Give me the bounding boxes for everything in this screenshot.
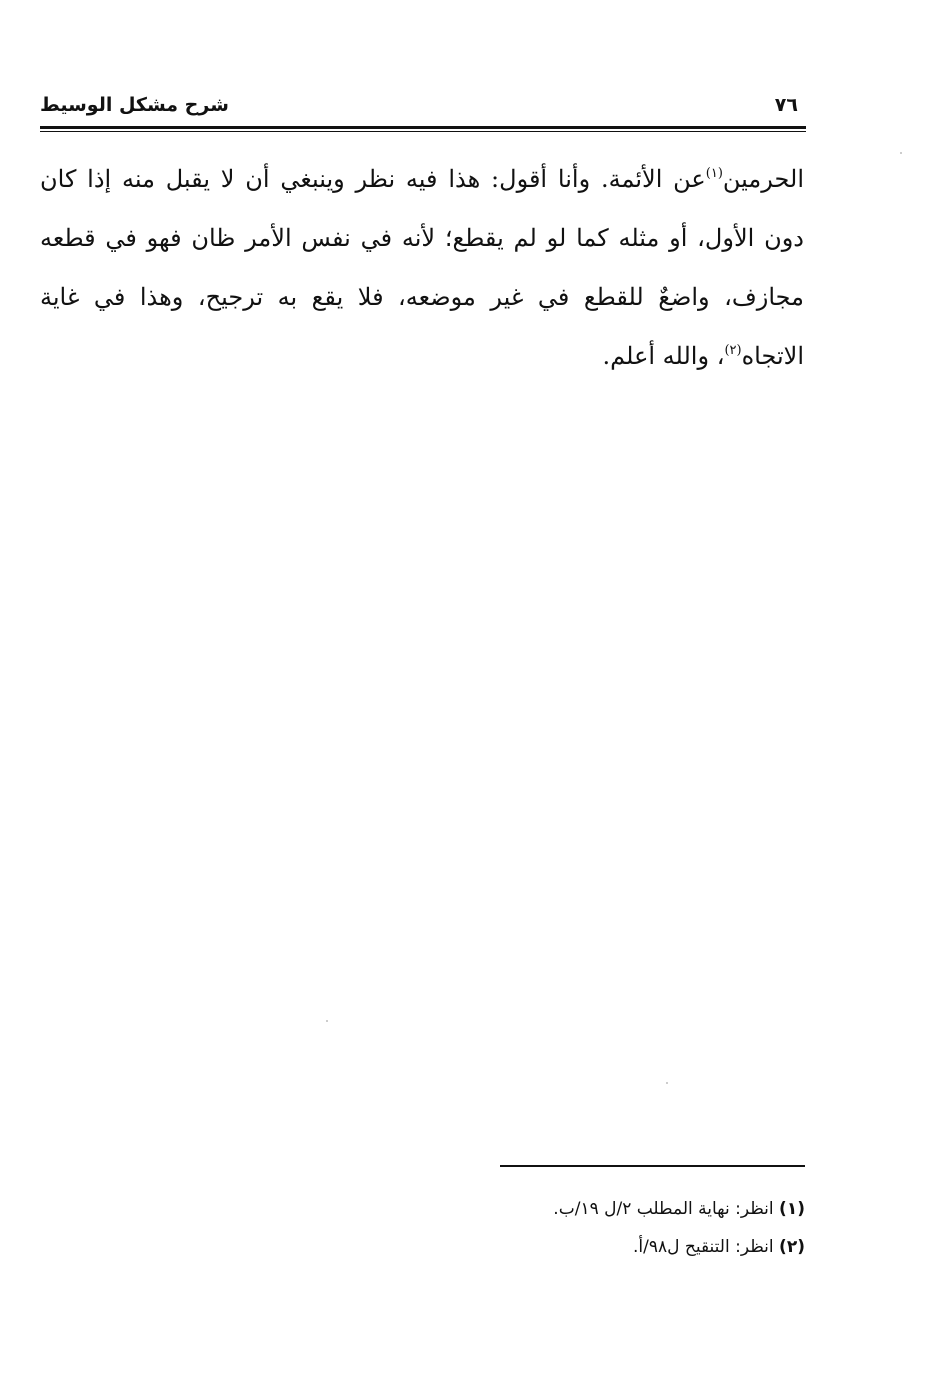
text-segment: الاتجاه xyxy=(741,342,804,370)
footnote-1 xyxy=(420,1190,805,1228)
footnote-number: (٢) xyxy=(779,1237,805,1257)
text-segment: عن الأئمة. وأنا أقول: هذا فيه نظر وينبغي أن لا يقبل منه إذا كان xyxy=(40,165,706,193)
text-line-4 xyxy=(40,327,804,386)
footnote-2 xyxy=(420,1228,805,1266)
footnote-number: (١) xyxy=(779,1199,805,1219)
footnote-separator xyxy=(500,1165,805,1167)
text-line-3: مجازف، واضعٌ للقطع في غير موضعه، فلا يقع به ترجيح، وهذا في غاية xyxy=(40,283,804,311)
running-header xyxy=(40,92,806,124)
text-segment: ، والله أعلم. xyxy=(602,342,725,370)
text-segment: الحرمين xyxy=(722,165,804,193)
header-rule-thin xyxy=(40,131,806,132)
header-rule-thick xyxy=(40,126,806,129)
book-title: شرح مشكل الوسيط xyxy=(40,94,229,116)
footnote-text: انظر: التنقيح ل٩٨/أ. xyxy=(632,1237,774,1257)
scan-speck xyxy=(900,152,902,154)
scan-speck xyxy=(326,1020,328,1022)
footnotes xyxy=(420,1190,805,1266)
text-line-1 xyxy=(40,150,804,209)
text-line-2: دون الأول، أو مثله كما لو لم يقطع؛ لأنه في نفس الأمر ظان فهو في قطعه xyxy=(40,224,804,252)
footnote-marker-2: (٢) xyxy=(724,343,742,358)
scan-speck xyxy=(666,1082,668,1084)
page-number: ٧٦ xyxy=(774,94,798,116)
body-text xyxy=(40,150,804,386)
footnote-marker-1: (١) xyxy=(705,166,723,181)
footnote-text: انظر: نهاية المطلب ٢/ل ١٩/ب. xyxy=(553,1199,774,1219)
